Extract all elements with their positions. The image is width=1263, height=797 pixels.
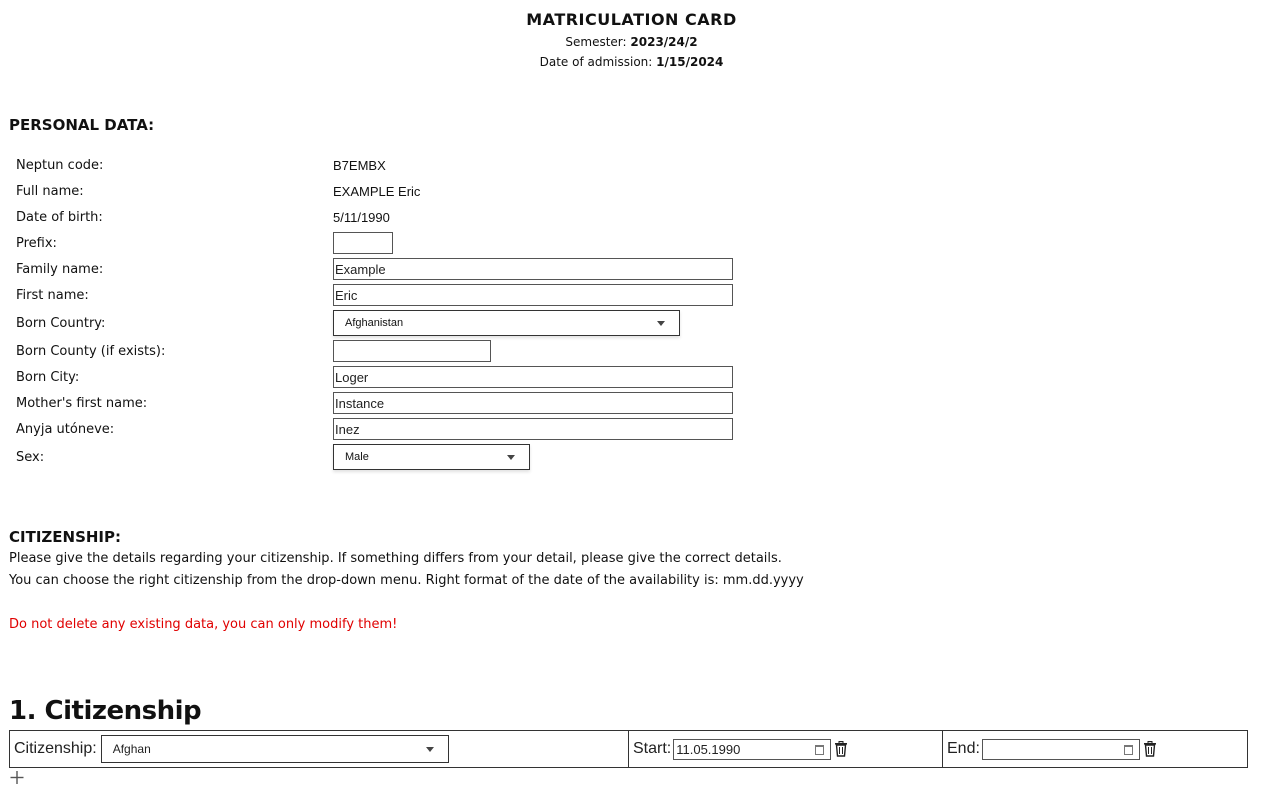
- born-country-row: [16, 310, 680, 336]
- sex-select[interactable]: [333, 444, 530, 470]
- citizenship-info-line2: You can choose the right citizenship from the drop-down menu. Right format of the date of the availability is: mm.dd.yyyy: [9, 573, 804, 588]
- trash-icon[interactable]: [1143, 741, 1157, 757]
- mother-name-label: Mother's first name:: [16, 395, 148, 411]
- admission-label: Date of admission:: [539, 55, 653, 69]
- neptun-value: B7EMBX: [333, 157, 386, 173]
- citizenship-selected: Afghan: [112, 742, 151, 756]
- chevron-down-icon: [657, 321, 665, 326]
- admission-line: [0, 55, 1263, 69]
- citizenship-title: CITIZENSHIP:: [9, 528, 122, 546]
- sex-selected: Male: [345, 451, 369, 463]
- citizenship-warning: Do not delete any existing data, you can only modify them!: [9, 617, 398, 632]
- anyja-label: Anyja utóneve:: [16, 421, 115, 437]
- first-name-row: [16, 284, 733, 306]
- prefix-input[interactable]: [333, 232, 393, 254]
- chevron-down-icon: [426, 747, 434, 752]
- semester-label: Semester:: [565, 35, 627, 49]
- born-county-input[interactable]: [333, 340, 491, 362]
- anyja-row: [16, 418, 733, 440]
- chevron-down-icon: [507, 455, 515, 460]
- first-name-label: First name:: [16, 287, 89, 303]
- mother-name-input[interactable]: [333, 392, 733, 414]
- start-label: Start:: [633, 740, 672, 757]
- sex-label: Sex:: [16, 449, 45, 465]
- calendar-icon[interactable]: [1124, 745, 1133, 755]
- start-date-input[interactable]: [673, 739, 831, 760]
- born-city-row: [16, 366, 733, 388]
- fullname-label: Full name:: [16, 183, 84, 199]
- sex-row: [16, 444, 530, 470]
- start-cell: [628, 731, 942, 767]
- card-header: [0, 10, 1263, 69]
- prefix-row: [16, 232, 393, 254]
- family-name-label: Family name:: [16, 261, 104, 277]
- dob-label: Date of birth:: [16, 209, 103, 225]
- citizenship-label: Citizenship:: [14, 740, 97, 757]
- card-title: MATRICULATION CARD: [526, 10, 737, 29]
- citizenship-1-row: [9, 730, 1248, 768]
- mother-name-row: [16, 392, 733, 414]
- citizenship-info-line1: Please give the details regarding your citizenship. If something differs from your detail, please give the correct details.: [9, 551, 782, 566]
- born-country-select[interactable]: [333, 310, 680, 336]
- family-name-row: [16, 258, 733, 280]
- born-city-label: Born City:: [16, 369, 80, 385]
- citizenship-cell: [10, 731, 628, 767]
- born-country-selected: Afghanistan: [345, 317, 404, 329]
- plus-icon[interactable]: [9, 769, 25, 785]
- semester-line: [0, 35, 1263, 49]
- fullname-value: EXAMPLE Eric: [333, 183, 421, 199]
- citizenship-1-heading: 1. Citizenship: [9, 696, 202, 726]
- dob-row: [16, 206, 390, 228]
- trash-icon[interactable]: [834, 741, 848, 757]
- neptun-label: Neptun code:: [16, 157, 104, 173]
- end-date-input[interactable]: [982, 739, 1140, 760]
- citizenship-select[interactable]: [101, 735, 449, 763]
- born-country-label: Born Country:: [16, 315, 106, 331]
- end-cell: [942, 731, 1247, 767]
- neptun-row: [16, 154, 386, 176]
- calendar-icon[interactable]: [815, 745, 824, 755]
- prefix-label: Prefix:: [16, 235, 57, 251]
- first-name-input[interactable]: [333, 284, 733, 306]
- born-county-row: [16, 340, 491, 362]
- born-county-label: Born County (if exists):: [16, 343, 166, 359]
- admission-value: 1/15/2024: [656, 55, 724, 69]
- end-label: End:: [947, 740, 980, 757]
- start-date-value: 11.05.1990: [676, 741, 741, 757]
- anyja-input[interactable]: [333, 418, 733, 440]
- semester-value: 2023/24/2: [630, 35, 698, 49]
- family-name-input[interactable]: [333, 258, 733, 280]
- fullname-row: [16, 180, 420, 202]
- dob-value: 5/11/1990: [333, 209, 390, 225]
- born-city-input[interactable]: [333, 366, 733, 388]
- personal-data-title: PERSONAL DATA:: [9, 116, 155, 134]
